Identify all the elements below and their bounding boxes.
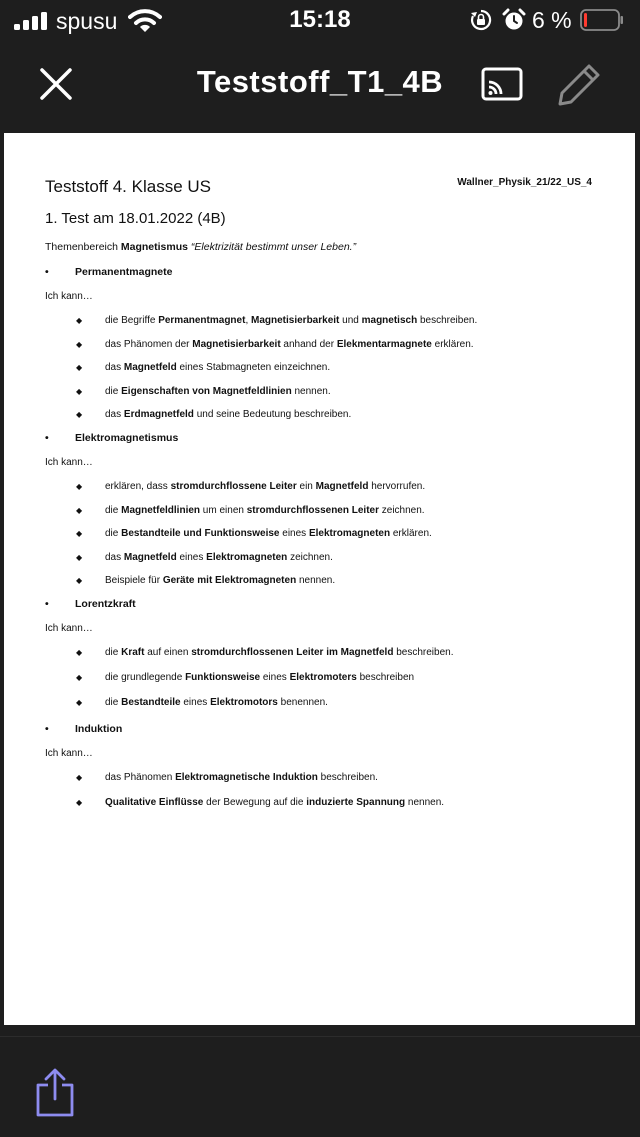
test-date-line: 1. Test am 18.01.2022 (4B) — [45, 210, 226, 227]
pencil-icon[interactable] — [556, 62, 602, 108]
list-item: ◆ die Bestandteile und Funktionsweise eines Elektromagneten erklären. — [76, 528, 432, 539]
ich-kann-label: Ich kann… — [45, 457, 93, 468]
topic-line — [45, 241, 356, 253]
ich-kann-label: Ich kann… — [45, 748, 93, 759]
section-title: • Permanentmagnete — [45, 266, 173, 278]
list-item: ◆ das Erdmagnetfeld und seine Bedeutung beschreiben. — [76, 409, 352, 420]
document-page[interactable] — [4, 133, 635, 1025]
topic-bold: Magnetismus — [120, 241, 188, 253]
topic-quote: “Elektrizität bestimmt unser Leben.” — [190, 241, 357, 253]
battery-percentage: 6 % — [532, 7, 572, 33]
ich-kann-label: Ich kann… — [45, 623, 93, 634]
document-title: Teststoff_T1_4B — [196, 64, 444, 99]
bottom-toolbar — [0, 1036, 640, 1137]
list-item: ◆ die Kraft auf einen stromdurchflossenen Leiter im Magnetfeld beschreiben. — [76, 647, 454, 658]
section-title: • Elektromagnetismus — [45, 432, 179, 444]
list-item: ◆ erklären, dass stromdurchflossene Leiter ein Magnetfeld hervorrufen. — [76, 481, 426, 492]
list-item: ◆ die Eigenschaften von Magnetfeldlinien nennen. — [76, 385, 331, 397]
section-title: • Lorentzkraft — [45, 598, 136, 610]
cast-icon[interactable] — [480, 66, 524, 104]
list-item: ◆ die Bestandteile eines Elektromotors benennen. — [76, 697, 328, 708]
document-code: Wallner_Physik_21/22_US_4 — [457, 177, 592, 188]
list-item: ◆ das Magnetfeld eines Stabmagneten einzeichnen. — [76, 362, 331, 373]
section-title: • Induktion — [45, 723, 123, 735]
carrier-name: spusu — [56, 8, 118, 34]
clock: 15:18 — [289, 6, 351, 33]
list-item: ◆ die Begriffe Permanentmagnet, Magnetisierbarkeit und magnetisch beschreiben. — [76, 315, 478, 326]
close-icon[interactable] — [36, 64, 76, 104]
nav-bar — [0, 42, 640, 132]
battery-level-fill — [584, 13, 587, 27]
rotation-lock-icon — [470, 9, 492, 31]
document-heading: Teststoff 4. Klasse US — [45, 177, 211, 196]
status-bar — [0, 0, 640, 42]
list-item: ◆ die Magnetfeldlinien um einen stromdurchflossenen Leiter zeichnen. — [76, 504, 425, 516]
ich-kann-label: Ich kann… — [45, 291, 93, 302]
list-item: ◆ das Phänomen der Magnetisierbarkeit anhand der Elekmentarmagnete erklären. — [76, 338, 474, 350]
share-icon[interactable] — [34, 1067, 76, 1117]
list-item: ◆ Beispiele für Geräte mit Elektromagneten nennen. — [76, 575, 336, 586]
topic-prefix: Themenbereich — [45, 241, 118, 253]
list-item: ◆ die grundlegende Funktionsweise eines Elektromoters beschreiben — [76, 672, 415, 683]
alarm-icon — [502, 8, 526, 32]
battery-icon — [580, 9, 624, 31]
list-item: ◆ das Phänomen Elektromagnetische Induktion beschreiben. — [76, 772, 378, 783]
list-item: ◆ das Magnetfeld eines Elektromagneten zeichnen. — [76, 551, 333, 563]
list-item: ◆ Qualitative Einflüsse der Bewegung auf die induzierte Spannung nennen. — [76, 797, 445, 808]
